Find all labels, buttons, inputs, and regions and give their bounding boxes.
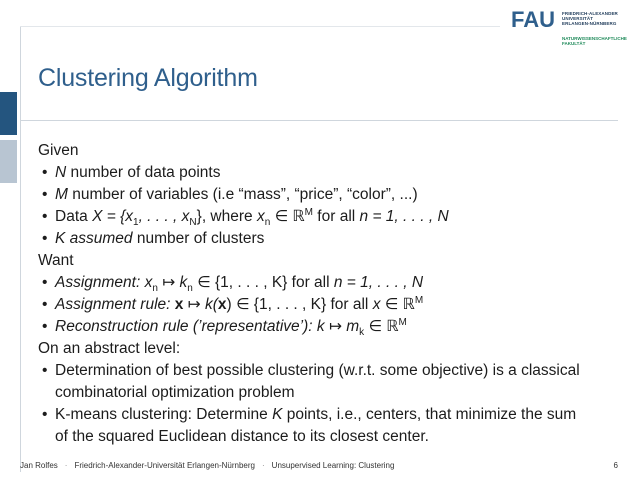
math-subscript: k bbox=[359, 327, 365, 339]
math-subscript: n bbox=[152, 283, 158, 295]
frame-left-line bbox=[20, 26, 21, 472]
math-expression: ) ∈ {1, . . . , K} bbox=[226, 296, 327, 313]
logo-university-name bbox=[562, 11, 618, 26]
title-separator bbox=[20, 120, 618, 121]
math-subscript: N bbox=[189, 217, 197, 229]
item-text: K-means clustering: Determine bbox=[55, 406, 273, 423]
logo-mark-text: FAU bbox=[511, 7, 555, 32]
item-emphasis: Assignment: bbox=[55, 274, 145, 291]
math-expression: X = {x bbox=[92, 208, 133, 225]
slide-title: Clustering Algorithm bbox=[38, 64, 258, 92]
math-expression: n = 1, . . . , N bbox=[333, 274, 424, 291]
footer-course: Unsupervised Learning: Clustering bbox=[271, 461, 395, 470]
math-subscript: 1 bbox=[133, 217, 139, 229]
want-heading: Want bbox=[38, 252, 74, 269]
math-vector: x bbox=[217, 296, 227, 313]
item-text: Data bbox=[55, 208, 93, 225]
math-expression: } bbox=[196, 208, 202, 225]
logo-line: ERLANGEN-NÜRNBERG bbox=[562, 21, 617, 26]
sidebar-accent-light bbox=[0, 140, 17, 183]
item-text: number of variables (i.e “mass”, “price”, “color”, ...) bbox=[67, 186, 418, 203]
math-expression: n = 1, . . . , N bbox=[359, 208, 449, 225]
math-expression: x bbox=[144, 274, 153, 291]
logo-line: UNIVERSITÄT bbox=[562, 16, 594, 21]
logo-mark bbox=[511, 9, 555, 31]
item-text: , where bbox=[201, 208, 257, 225]
given-item-m bbox=[38, 184, 608, 206]
math-expression: ∈ ℝ bbox=[364, 318, 399, 335]
abstract-item-kmeans bbox=[38, 404, 608, 448]
given-item-data bbox=[38, 206, 608, 228]
math-symbol: K bbox=[272, 406, 283, 423]
math-superscript: M bbox=[398, 316, 407, 328]
footer-separator: · bbox=[262, 461, 265, 470]
slide-content bbox=[38, 140, 608, 448]
logo-faculty bbox=[562, 36, 627, 46]
frame-top-line bbox=[20, 26, 500, 27]
slide-footer bbox=[20, 461, 624, 475]
abstract-item-determination bbox=[38, 360, 608, 404]
fau-logo bbox=[511, 9, 631, 53]
math-expression: ↦ k bbox=[157, 274, 188, 291]
item-emphasis: assumed bbox=[65, 230, 133, 247]
item-text: Determination of best possible clustering (w.r.t. some objective) is a classical bbox=[55, 362, 580, 379]
math-symbol: M bbox=[55, 186, 68, 203]
abstract-heading: On an abstract level: bbox=[38, 340, 181, 357]
math-expression: , . . . , x bbox=[138, 208, 190, 225]
item-emphasis: Assignment rule: bbox=[55, 296, 175, 313]
math-symbol: N bbox=[55, 164, 67, 181]
item-text: number of clusters bbox=[132, 230, 265, 247]
math-expression: ↦ k( bbox=[183, 296, 218, 313]
want-item-assignment-rule bbox=[38, 294, 608, 316]
footer-author: Jan Rolfes bbox=[20, 461, 58, 470]
item-text: points, i.e., centers, that minimize the sum bbox=[282, 406, 577, 423]
item-text: number of data points bbox=[66, 164, 221, 181]
math-expression: ∈ {1, . . . , K} bbox=[192, 274, 288, 291]
math-subscript: n bbox=[264, 217, 271, 229]
footer-university: Friedrich-Alexander-Universität Erlangen-Nürnberg bbox=[74, 461, 255, 470]
item-text: combinatorial optimization problem bbox=[55, 384, 295, 401]
math-expression: x bbox=[256, 208, 265, 225]
logo-faculty-line: NATURWISSENSCHAFTLICHE bbox=[562, 36, 627, 41]
footer-separator: · bbox=[64, 461, 68, 470]
item-emphasis: Reconstruction rule (’representative’): k ↦ m bbox=[55, 318, 360, 335]
item-text: for all bbox=[326, 296, 373, 313]
item-text: for all bbox=[313, 208, 360, 225]
want-item-reconstruction bbox=[38, 316, 608, 338]
given-heading: Given bbox=[38, 142, 79, 159]
math-superscript: M bbox=[414, 294, 424, 306]
math-superscript: M bbox=[304, 206, 313, 218]
sidebar-accent-dark bbox=[0, 92, 17, 135]
item-text: for all bbox=[287, 274, 334, 291]
math-vector: x bbox=[174, 296, 184, 313]
math-symbol: K bbox=[55, 230, 66, 247]
math-expression: ∈ ℝ bbox=[270, 208, 305, 225]
math-subscript: n bbox=[187, 283, 193, 295]
item-text: of the squared Euclidean distance to its closest center. bbox=[55, 428, 429, 445]
math-expression: x ∈ ℝ bbox=[372, 296, 415, 313]
want-item-assignment bbox=[38, 272, 608, 294]
given-item-k bbox=[38, 228, 608, 250]
logo-line: FRIEDRICH-ALEXANDER bbox=[562, 11, 618, 16]
given-item-n bbox=[38, 162, 608, 184]
page-number: 6 bbox=[613, 461, 618, 470]
logo-faculty-line: FAKULTÄT bbox=[562, 41, 586, 46]
